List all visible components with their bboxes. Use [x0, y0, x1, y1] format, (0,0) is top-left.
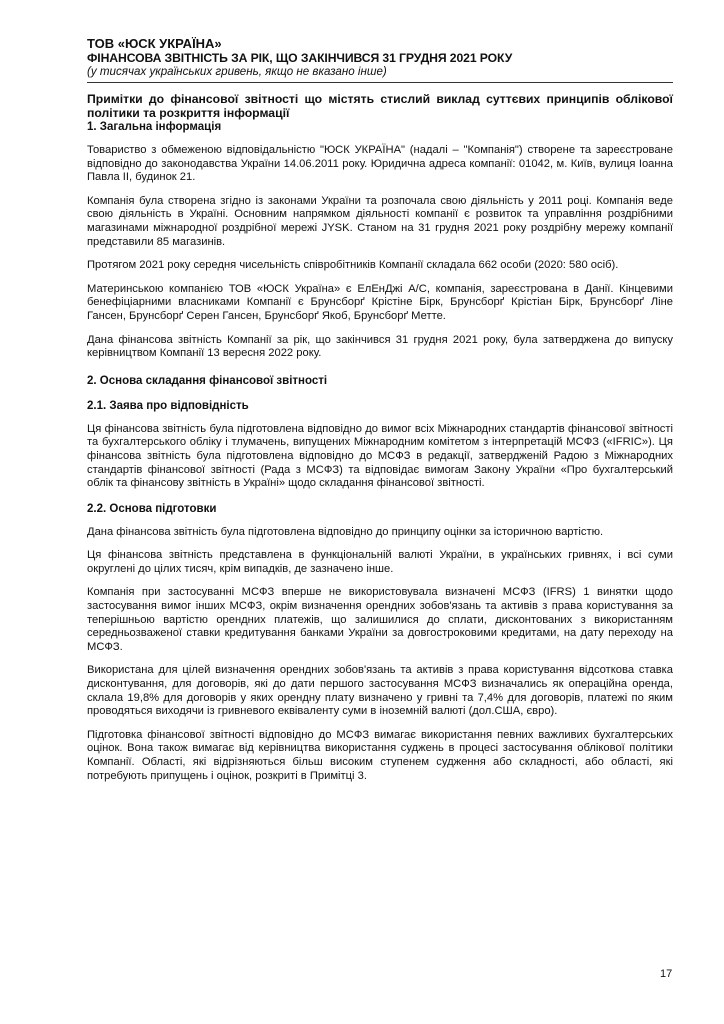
header-divider [87, 82, 673, 83]
section-1-heading: 1. Загальна інформація [87, 121, 222, 133]
document-page [87, 36, 673, 783]
notes-title: Примітки до фінансової звітності що містять стислий виклад суттєвих принципів облікової політики та розкриття інформації [87, 92, 673, 120]
paragraph: Використана для цілей визначення орендних зобов'язань та активів з права користування відсоткова ставка дисконтування, для договорів, які до дати першого застосування МСФЗ визначались як операційна оренда, склала 19,8% для договорів у яких орендну плату визначено у гривні та 7,4% для договорів, платежі по яким проводяться виходячи із гривневого еквіваленту суми в іноземній валюті (дол.США, євро). [87, 664, 673, 718]
paragraph: Підготовка фінансової звітності відповідно до МСФЗ вимагає використання певних важливих бухгалтерських оцінок. Вона також вимагає від керівництва використання суджень в процесі застосування облікової політики Компанії. Області, які відрізняються більш високим ступенем судження або складності, або області, які потребують припущень і оцінок, розкриті в Примітці 3. [87, 728, 673, 782]
section-2-heading: 2. Основа складання фінансової звітності [87, 374, 328, 387]
paragraph: Компанія при застосуванні МСФЗ вперше не використовувала визначені МСФЗ (IFRS) 1 винятки щодо застосування вимог інших МСФЗ, окрім визначення орендних зобов'язань та активів з права користування за теперішньою вартістю орендних платежів, що залишилися до сплати, дисконтованих з використанням середньозваженої ставки кредитування банками України за довгостроковими кредитами, на дату переходу на МСФЗ. [87, 586, 673, 653]
paragraph: Ця фінансова звітність представлена в функціональній валюті України, в українських гривнях, і всі суми округлені до цілих тисяч, крім випадків, де зазначено інше. [87, 549, 673, 575]
report-title: ФІНАНСОВА ЗВІТНІСТЬ ЗА РІК, ЩО ЗАКІНЧИВСЯ 31 ГРУДНЯ 2021 РОКУ [87, 51, 513, 65]
section-2-2-heading: 2.2. Основа підготовки [87, 502, 217, 515]
units-note: (у тисячах українських гривень, якщо не вказано інше) [87, 65, 387, 78]
page-number: 17 [660, 968, 673, 980]
paragraph: Дана фінансова звітність Компанії за рік, що закінчився 31 грудня 2021 року, була затверджена до випуску керівництвом Компанії 13 вересня 2022 року. [87, 333, 673, 360]
company-name: ТОВ «ЮСК УКРАЇНА» [87, 36, 222, 51]
paragraph: Товариство з обмеженою відповідальністю "ЮСК УКРАЇНА" (надалі – "Компанія") створене та зареєстроване відповідно до законодавства України 14.06.2011 року. Юридична адреса компанії: 01042, м. Київ, вулиця Іоанна Павла ІІ, будинок 21. [87, 144, 673, 184]
paragraph: Ця фінансова звітність була підготовлена відповідно до вимог всіх Міжнародних стандартів фінансової звітності та бухгалтерського обліку і тлумачень, випущених Міжнародним комітетом з інтерпретацій МСФЗ («IFRIC»). Ця фінансова звітність була підготовлена відповідно до МСФЗ в редакції, затвердженій Радою з Міжнародних стандартів фінансової звітності (Рада з МСФЗ) та відповідає вимогам Закону України «Про бухгалтерський облік та фінансову звітність в Україні» щодо складання фінансової звітності. [87, 422, 673, 490]
paragraph: Протягом 2021 року середня чисельність співробітників Компанії складала 662 особи (2020: 580 осіб). [87, 259, 619, 272]
section-2-1-heading: 2.1. Заява про відповідність [87, 399, 249, 412]
paragraph: Компанія була створена згідно із законами України та розпочала свою діяльність у 2011 році. Компанія веде свою діяльність в Україні. Основним напрямком діяльності компанії є розвиток та управління роздрібними магазинами міжнародної роздрібної мережі JYSK. Станом на 31 грудня 2021 року роздрібну мережу компанії представили 85 магазинів. [87, 194, 673, 248]
paragraph: Дана фінансова звітність була підготовлена відповідно до принципу оцінки за історичною вартістю. [87, 525, 604, 538]
paragraph: Материнською компанією ТОВ «ЮСК Україна» є ЕлЕнДжі А/С, компанія, зареєстрована в Данії. Кінцевими бенефіціарними власниками Компанії є Брунсборґ Крістіне Бірк, Брунсборґ Крістіан Бірк, Брунсборґ Ліне Гансен, Брунсборґ Серен Гансен, Брунсборґ Якоб, Брунсборґ Метте. [87, 282, 673, 322]
